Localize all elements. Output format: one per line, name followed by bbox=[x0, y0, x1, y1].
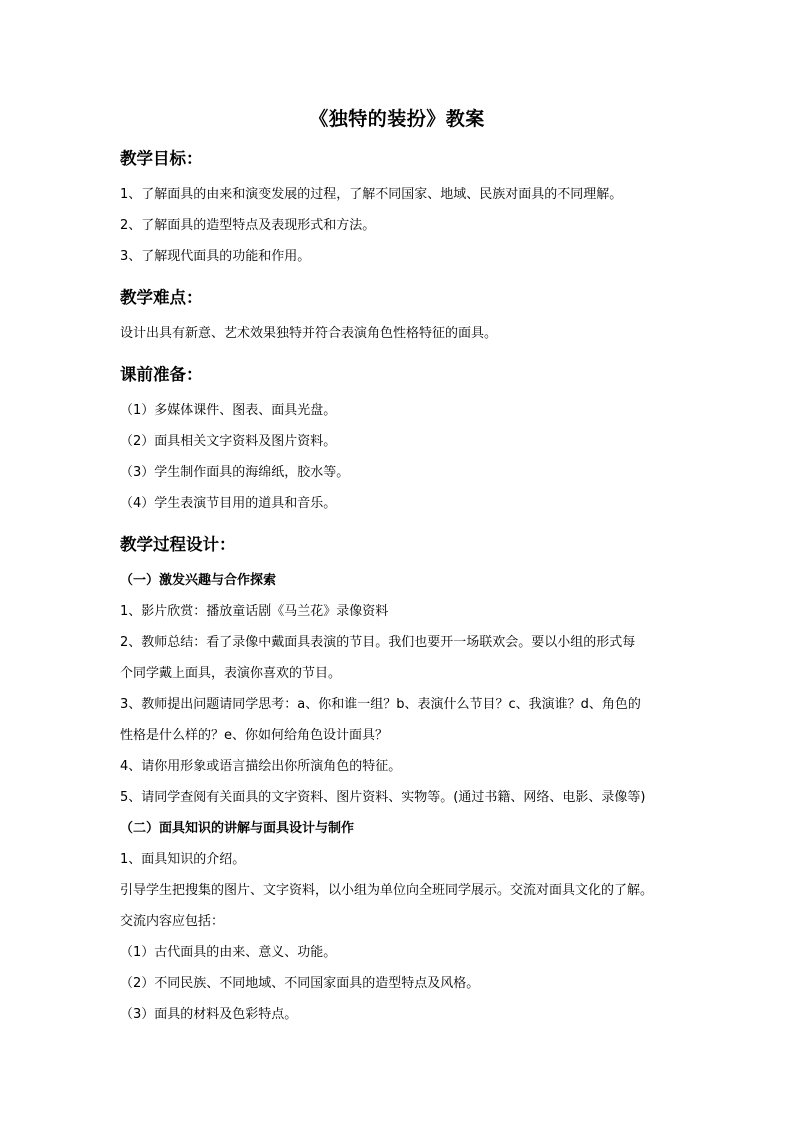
preparation-item-2: （2）面具相关文字资料及图片资料。 bbox=[120, 434, 337, 449]
subheading-part2: （二）面具知识的讲解与面具设计与制作 bbox=[120, 821, 355, 836]
goal-item-1: 1、了解面具的由来和演变发展的过程，了解不同国家、地域、民族对面具的不同理解。 bbox=[120, 187, 623, 202]
part1-line-6: 4、请你用形象或语言描绘出你所演角色的特征。 bbox=[120, 759, 402, 774]
part2-line-3: 交流内容应包括： bbox=[120, 914, 225, 929]
document-title: 《独特的装扮》教案 bbox=[309, 108, 485, 130]
preparation-item-3: （3）学生制作面具的海绵纸，胶水等。 bbox=[120, 465, 350, 480]
preparation-item-4: （4）学生表演节目用的道具和音乐。 bbox=[120, 496, 337, 511]
part2-line-5: （2）不同民族、不同地域、不同国家面具的造型特点及风格。 bbox=[120, 976, 480, 991]
part1-line-7: 5、请同学查阅有关面具的文字资料、图片资料、实物等。(通过书籍、网络、电影、录像等) bbox=[120, 790, 646, 805]
part1-line-5: 性格是什么样的？e、你如何给角色设计面具？ bbox=[120, 728, 388, 743]
heading-preparation: 课前准备： bbox=[120, 365, 203, 384]
heading-goals: 教学目标： bbox=[120, 149, 203, 168]
heading-difficulty: 教学难点： bbox=[120, 288, 203, 307]
part1-line-2: 2、教师总结：看了录像中戴面具表演的节目。我们也要开一场联欢会。要以小组的形式每 bbox=[120, 635, 636, 650]
goal-item-2: 2、了解面具的造型特点及表现形式和方法。 bbox=[120, 218, 376, 233]
part2-line-2: 引导学生把搜集的图片、文字资料，以小组为单位向全班同学展示。交流对面具文化的了解。 bbox=[120, 883, 654, 898]
document-body bbox=[120, 146, 680, 1037]
part2-line-6: （3）面具的材料及色彩特点。 bbox=[120, 1007, 298, 1022]
heading-process: 教学过程设计： bbox=[120, 535, 236, 554]
goal-item-3: 3、了解现代面具的功能和作用。 bbox=[120, 249, 311, 264]
difficulty-item-1: 设计出具有新意、艺术效果独特并符合表演角色性格特征的面具。 bbox=[120, 326, 498, 341]
part1-line-1: 1、影片欣赏：播放童话剧《马兰花》录像资料 bbox=[120, 604, 389, 619]
part2-line-1: 1、面具知识的介绍。 bbox=[120, 852, 246, 867]
preparation-item-1: （1）多媒体课件、图表、面具光盘。 bbox=[120, 403, 337, 418]
subheading-part1: （一）激发兴趣与合作探索 bbox=[120, 573, 277, 588]
part1-line-3: 个同学戴上面具，表演你喜欢的节目。 bbox=[120, 666, 342, 681]
part1-line-4: 3、教师提出问题请同学思考：a、你和谁一组？b、表演什么节目？c、我演谁？d、角色的 bbox=[120, 697, 641, 712]
part2-line-4: （1）古代面具的由来、意义、功能。 bbox=[120, 945, 337, 960]
